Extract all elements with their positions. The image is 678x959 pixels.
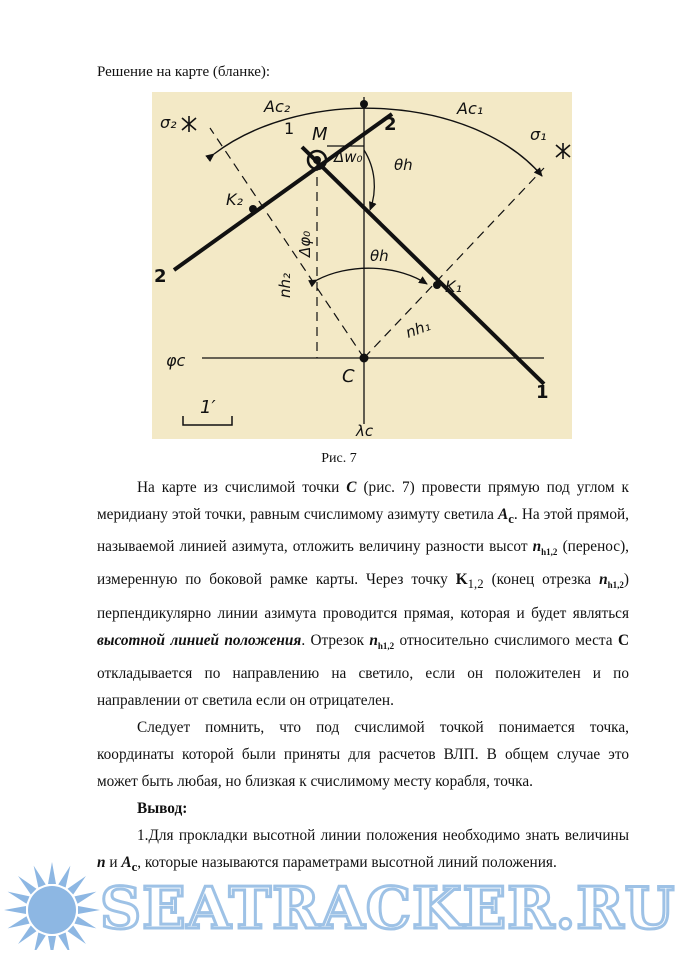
p1-C2: C <box>617 631 629 649</box>
sigma1-star <box>556 143 570 159</box>
c-text-1: 1.Для прокладки высотной линии положения необходимо знать величины <box>137 827 629 845</box>
p1-n1-sub: h1,2 <box>541 547 558 558</box>
label-theta-h-top: θh <box>394 156 413 174</box>
p1-text-4: (перенос), измеренную по боковой рамке карты. Через точку <box>97 538 630 589</box>
label-lambda-c: λc <box>356 422 374 439</box>
c-n: n <box>97 854 106 872</box>
p1-text-3: . На этой прямой, называемой линией азимута, отложить величину разности высот <box>97 506 629 556</box>
diagram-svg <box>152 92 572 439</box>
meridian-top-point <box>360 100 368 108</box>
watermark-text: SEATRACKER.RU <box>100 875 676 942</box>
p1-K: K <box>455 571 468 589</box>
label-line2-bottom: 2 <box>154 266 167 287</box>
c-text-3: , которые называются параметрами высотной линий положения. <box>137 854 557 872</box>
label-sigma1: σ₁ <box>530 125 547 144</box>
label-nh2: nh₂ <box>276 272 294 298</box>
point-K2 <box>249 205 257 213</box>
label-delta-w0: Δw₀ <box>334 148 363 166</box>
p1-n2-sub: h1,2 <box>607 580 624 591</box>
label-delta-phi0: Δφ₀ <box>296 230 314 257</box>
label-line2-top: 2 <box>384 114 397 135</box>
p1-text-8: относительно счислимого места <box>394 631 618 649</box>
position-line-1 <box>302 147 544 384</box>
theta-arc-mid <box>317 268 427 284</box>
c-A-sub: c <box>131 860 138 875</box>
p1-n1: n <box>532 538 542 556</box>
theta-arc-top <box>364 150 374 210</box>
solution-heading: Решение на карте (бланке): <box>97 64 271 80</box>
p1-n3-sub: h1,2 <box>377 640 395 651</box>
sigma2-star <box>182 116 196 132</box>
point-C <box>360 354 369 363</box>
conclusion-title: Вывод: <box>137 800 188 818</box>
label-Ac1: Ac₁ <box>457 99 484 118</box>
label-Ac2: Ac₂ <box>264 97 291 116</box>
c-text-2: и <box>105 854 122 872</box>
c-A: A <box>121 854 132 872</box>
p1-text-7: . Отрезок <box>301 631 370 649</box>
p1-n2: n <box>599 571 608 589</box>
label-theta-h-mid: θh <box>370 247 389 265</box>
p1-A: A <box>498 506 509 524</box>
label-line1-bottom: 1 <box>536 382 549 403</box>
label-scale: 1′ <box>200 397 216 418</box>
figure-7-diagram <box>152 92 572 439</box>
azimuth-line-sigma1 <box>364 168 544 358</box>
label-K1: K₁ <box>445 277 462 296</box>
label-M: M <box>312 124 328 145</box>
body-text <box>97 474 629 882</box>
p1-text-1: На карте из счислимой точки <box>137 479 347 496</box>
p1-C: C <box>346 479 357 496</box>
p1-text-2: (рис. 7) провести прямую под углом к меридиану этой точки, равным счислимому азимуту светила <box>97 479 629 524</box>
p1-n3: n <box>369 631 378 649</box>
p1-A-sub: c <box>508 512 514 527</box>
label-line1-top: 1 <box>284 119 295 138</box>
p1-K-sub: 1,2 <box>467 577 484 592</box>
paragraph-2: Следует помнить, что под счислимой точкой понимается точка, координаты которой были приняты для расчетов ВЛП. В общем случае это может быть любая, но близкая к счислимому месту корабля, точка. <box>97 718 629 791</box>
point-K1 <box>433 281 441 289</box>
position-line-2 <box>174 114 392 270</box>
label-K2: K₂ <box>226 190 243 209</box>
figure-caption: Рис. 7 <box>321 451 357 466</box>
label-C: C <box>342 366 355 387</box>
label-phi-c: φc <box>166 351 186 370</box>
p1-text-9: откладывается по направлению на светило, если он положителен и по направлении от светила если он отрицателен. <box>97 664 629 709</box>
label-nh1: nh₁ <box>403 316 433 342</box>
label-sigma2: σ₂ <box>160 113 177 132</box>
p1-text-6: ) перпендикулярно линии азимута проводится прямая, которая и будет являться <box>97 571 629 622</box>
paragraph-1 <box>97 474 629 714</box>
p1-emphasis: высотной линией положения <box>97 631 302 649</box>
point-M-center <box>314 157 321 164</box>
azimuth-arc <box>214 108 542 176</box>
p1-text-5: (конец отрезка <box>483 571 600 589</box>
